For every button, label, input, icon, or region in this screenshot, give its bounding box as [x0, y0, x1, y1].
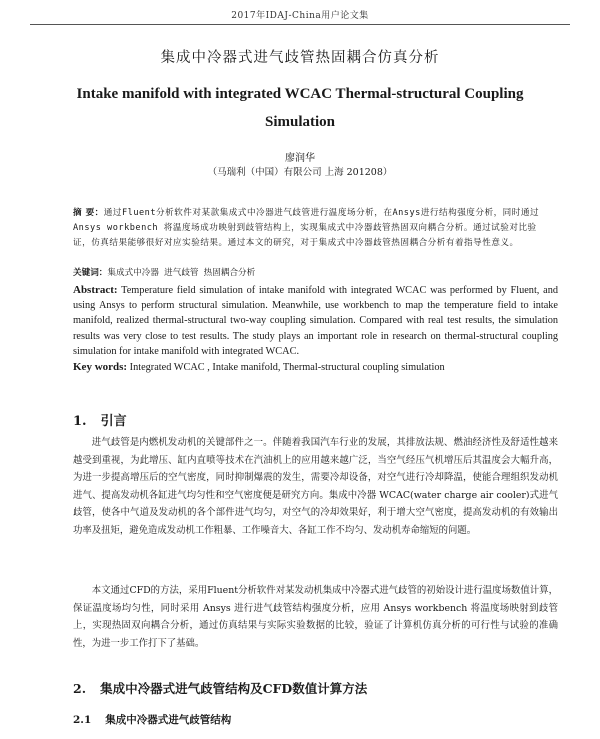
keywords-chinese-label: 关键词： — [73, 268, 108, 278]
section-1-number: 1. — [73, 414, 87, 429]
section-2-1-heading — [73, 712, 231, 727]
abstract-english-label: Abstract: — [73, 284, 118, 296]
header-rule — [30, 24, 570, 25]
section-2-title: 集成中冷器式进气歧管结构及CFD数值计算方法 — [100, 681, 368, 696]
section-2-1-title: 集成中冷器式进气歧管结构 — [105, 714, 232, 726]
abstract-chinese — [73, 206, 553, 251]
section-1-heading — [73, 410, 127, 429]
abstract-english-text: Temperature field simulation of intake manifold with integrated WCAC was performed by Fluent, and using Ansys to perform structural simulation. Meanwhile, use workbench to map the temperature field to intake manifold, realized thermal-structural two-way coupling simulation. Compared with real test results, the simulation results was very close to test results. The study plays an important role in research on thermal-structural coupling simulation for intake manifold with integrated WCAC. — [73, 285, 558, 357]
section-2-1-number: 2.1 — [73, 714, 92, 726]
section-1-title: 引言 — [100, 414, 127, 429]
title-english: Intake manifold with integrated WCAC Thermal-structural Coupling Simulation — [76, 86, 524, 130]
keywords-english-text: Integrated WCAC , Intake manifold, Thermal-structural coupling simulation — [127, 362, 445, 373]
section-2-number: 2. — [73, 681, 87, 696]
keywords-chinese-text: 集成式中冷器 进气歧管 热固耦合分析 — [107, 268, 256, 278]
section-2-heading — [73, 679, 367, 697]
abstract-english — [73, 283, 558, 359]
running-header: 2017年IDAJ-China用户论文集 — [231, 11, 369, 21]
abstract-chinese-text: 通过Fluent分析软件对某款集成式中冷器进气歧管进行温度场分析，在Ansys进行结构强度分析，同时通过 Ansys workbench 将温度场成功映射到歧管结构上，实现集成式中冷器歧管热固双向耦合分析。通过试验对比验证，仿真结果能够很好对应实验结果。通过本文的研究，对于集成式中冷器歧管热固耦合分析有着指导性意义。 — [73, 208, 540, 248]
intro-paragraph-2: 本文通过CFD的方法，采用Fluent分析软件对某发动机集成中冷器式进气歧管的初始设计进行温度场数值计算，保证温度场均匀性，同时采用 Ansys 进行进气歧管结构强度分析，应用 Ansys workbench 将温度场映射到歧管上，实现热固双向耦合分析，通过仿真结果与实际实验数据的比较，验证了计算机仿真分析的可行性与试验的准确性，为进一步工作打下了基础。 — [73, 585, 558, 649]
affiliation: （马瑞利（中国）有限公司 上海 201208） — [207, 167, 393, 178]
intro-paragraph-1: 进气歧管是内燃机发动机的关键部件之一。伴随着我国汽车行业的发展，其排放法规、燃油经济性及舒适性越来越受到重视，为此增压、缸内直喷等技术在汽油机上的应用越来越广泛，当空气经压气机增压后其温度会大幅升高，为进一步提高增压后的空气密度，同时抑制爆震的发生，需要冷却设备，对空气进行冷却降温，使能合理组织发动机进气、提高发动机各缸进气均匀性和空气密度便是研究方向。集成中冷器 WCAC(water charge air cooler)式进气歧管，使各中气道及发动机的各个部件进气均匀，对空气的冷却效果好，利于增大空气密度，提高发动机的有效输出功率及扭矩，避免造成发动机工作粗暴、工作噪音大、各缸工作不均匀、发动机寿命缩短的问题。 — [73, 437, 558, 536]
keywords-english-label: Key words: — [73, 361, 128, 373]
keywords-chinese — [73, 266, 553, 278]
abstract-chinese-label: 摘 要： — [73, 208, 104, 218]
keywords-english — [73, 361, 558, 373]
title-chinese: 集成中冷器式进气歧管热固耦合仿真分析 — [160, 50, 440, 66]
author: 廖润华 — [285, 153, 315, 164]
